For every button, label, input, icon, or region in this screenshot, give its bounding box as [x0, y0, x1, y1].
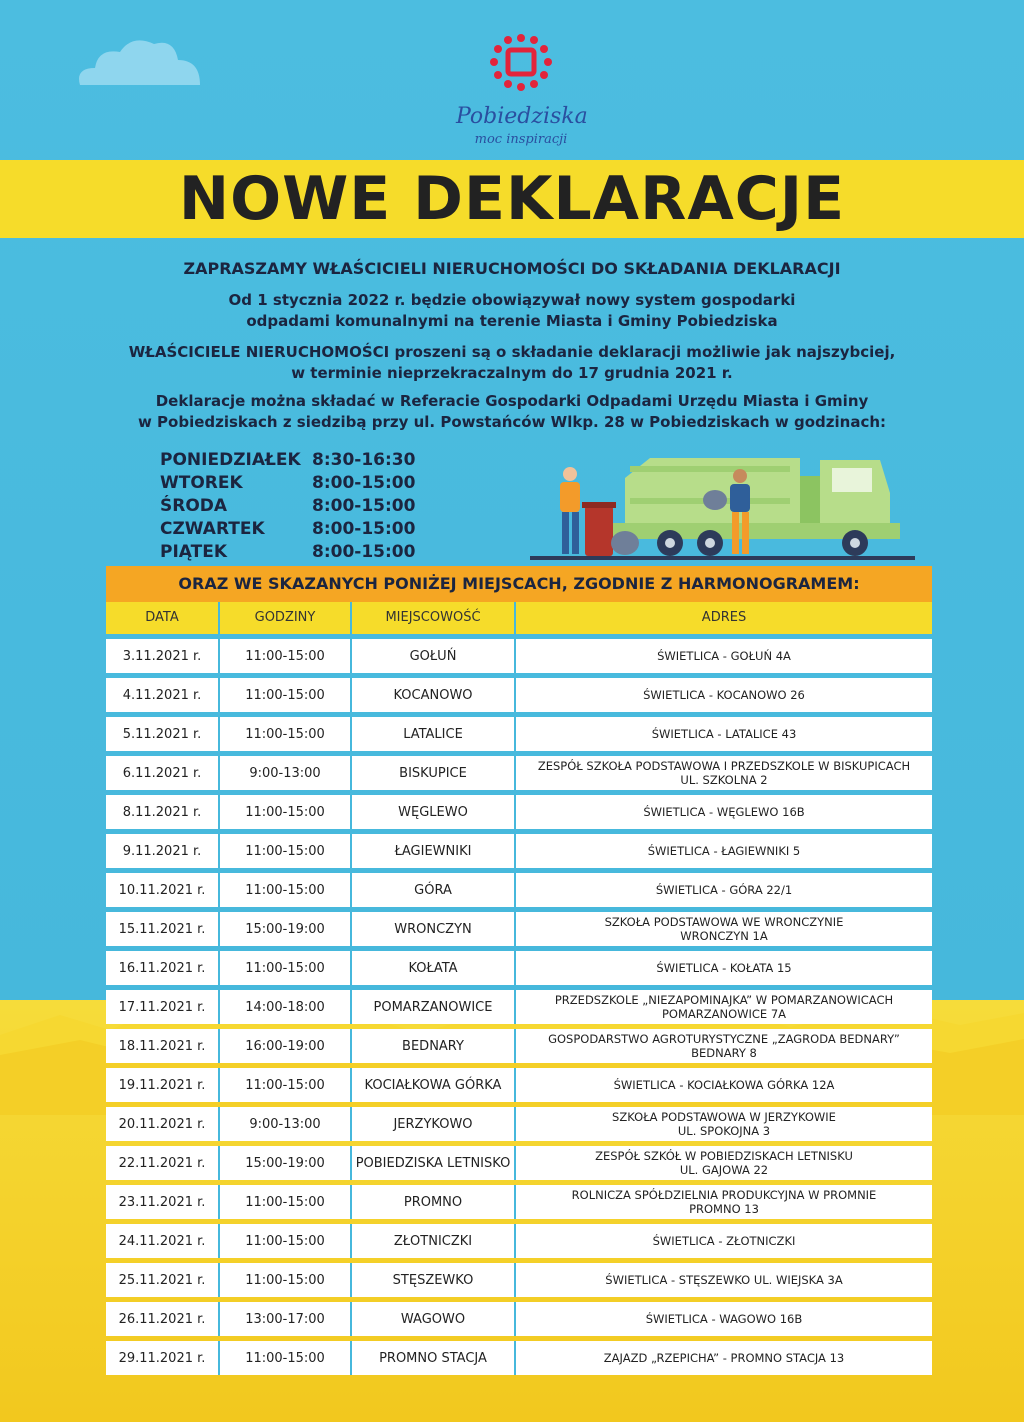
- cell-address: [516, 756, 932, 790]
- cell-locality-text: ZŁOTNICZKI: [393, 1233, 473, 1249]
- cell-date-text: 15.11.2021 r.: [118, 921, 206, 937]
- cell-locality-text: KOŁATA: [408, 960, 458, 976]
- table-row: [106, 951, 932, 985]
- cell-address: [516, 1341, 932, 1375]
- intro-line-2: odpadami komunalnymi na terenie Miasta i Gminy Pobiedziska: [246, 312, 778, 330]
- table-row: [106, 678, 932, 712]
- cell-hours-text: 9:00-13:00: [249, 765, 321, 781]
- cell-address: [516, 1224, 932, 1258]
- hours-time: 8:00-15:00: [312, 473, 416, 493]
- cell-hours-text: 11:00-15:00: [245, 804, 325, 820]
- cell-address: [516, 834, 932, 868]
- cell-address-text: ŚWIETLICA - ŁAGIEWNIKI 5: [647, 844, 801, 858]
- table-row: [106, 639, 932, 673]
- table-row: [106, 873, 932, 907]
- cell-address: [516, 1107, 932, 1141]
- cell-date-text: 25.11.2021 r.: [118, 1272, 206, 1288]
- garbage-truck-illustration: [530, 438, 920, 568]
- cell-hours: [220, 1107, 350, 1141]
- cell-locality-text: BEDNARY: [402, 1038, 464, 1054]
- cell-locality-text: STĘSZEWKO: [392, 1272, 474, 1288]
- logo-name: Pobiedziska: [456, 104, 588, 129]
- cell-locality-text: KOCANOWO: [393, 687, 473, 703]
- table-header-row: [106, 602, 932, 634]
- cell-hours: [220, 1302, 350, 1336]
- cell-locality-text: LATALICE: [403, 726, 463, 742]
- cell-address-text: ZESPÓŁ SZKOŁA PODSTAWOWA I PRZEDSZKOLE W BISKUPICACH UL. SZKOLNA 2: [537, 759, 911, 787]
- cell-locality: [352, 834, 514, 868]
- cell-address: [516, 1185, 932, 1219]
- cell-date-text: 20.11.2021 r.: [118, 1116, 206, 1132]
- cell-date-text: 26.11.2021 r.: [118, 1311, 206, 1327]
- schedule-heading-bar: [106, 566, 932, 602]
- hours-row: [160, 496, 460, 519]
- cell-address-text: GOSPODARSTWO AGROTURYSTYCZNE „ZAGRODA BEDNARY” BEDNARY 8: [548, 1032, 900, 1060]
- cell-hours: [220, 756, 350, 790]
- cell-locality: [352, 639, 514, 673]
- cell-locality: [352, 717, 514, 751]
- cell-address-text: ŚWIETLICA - GÓRA 22/1: [655, 883, 793, 897]
- cell-hours-text: 11:00-15:00: [245, 648, 325, 664]
- header-adres: ADRES: [701, 610, 747, 625]
- schedule-table: [106, 602, 932, 1375]
- cell-date: [106, 1146, 218, 1180]
- cell-hours: [220, 1146, 350, 1180]
- cell-hours-text: 9:00-13:00: [249, 1116, 321, 1132]
- cell-address-text: ŚWIETLICA - WĘGLEWO 16B: [643, 805, 805, 819]
- cell-date-text: 29.11.2021 r.: [118, 1350, 206, 1366]
- logo: [456, 32, 586, 162]
- hours-time: 8:30-16:30: [312, 450, 416, 470]
- cell-address-text: ŚWIETLICA - KOCANOWO 26: [643, 688, 805, 702]
- cell-locality-text: KOCIAŁKOWA GÓRKA: [364, 1077, 502, 1093]
- cell-locality: [352, 951, 514, 985]
- cell-locality-text: PROMNO STACJA: [379, 1350, 487, 1366]
- table-row: [106, 1029, 932, 1063]
- cell-date: [106, 951, 218, 985]
- cell-hours-text: 11:00-15:00: [245, 1077, 325, 1093]
- cell-address: [516, 717, 932, 751]
- cell-hours: [220, 1185, 350, 1219]
- cell-hours: [220, 1068, 350, 1102]
- hours-day: WTOREK: [160, 473, 243, 493]
- intro-heading: ZAPRASZAMY WŁAŚCICIELI NIERUCHOMOŚCI DO SKŁADANIA DEKLARACJI: [183, 259, 841, 278]
- cell-locality: [352, 1107, 514, 1141]
- hours-time: 8:00-15:00: [312, 496, 416, 516]
- cell-hours: [220, 678, 350, 712]
- cell-hours-text: 11:00-15:00: [245, 960, 325, 976]
- cell-date: [106, 1302, 218, 1336]
- cell-hours-text: 11:00-15:00: [245, 1272, 325, 1288]
- cell-address-text: ZESPÓŁ SZKÓŁ W POBIEDZISKACH LETNISKU UL. GAJOWA 22: [595, 1149, 853, 1177]
- cell-address: [516, 1068, 932, 1102]
- cell-locality: [352, 1341, 514, 1375]
- cell-address: [516, 639, 932, 673]
- cell-hours-text: 11:00-15:00: [245, 882, 325, 898]
- cell-date-text: 19.11.2021 r.: [118, 1077, 206, 1093]
- cell-locality-text: PROMNO: [403, 1194, 463, 1210]
- cell-hours: [220, 834, 350, 868]
- cell-address-text: ROLNICZA SPÓŁDZIELNIA PRODUKCYJNA W PROMNIE PROMNO 13: [571, 1188, 877, 1216]
- table-row: [106, 1263, 932, 1297]
- cell-locality: [352, 1302, 514, 1336]
- hours-day: PIĄTEK: [160, 542, 228, 562]
- hours-day: PONIEDZIAŁEK: [160, 450, 301, 470]
- cell-hours-text: 11:00-15:00: [245, 687, 325, 703]
- cell-address: [516, 1146, 932, 1180]
- cell-hours: [220, 1341, 350, 1375]
- cell-locality: [352, 1029, 514, 1063]
- hours-time: 8:00-15:00: [312, 519, 416, 539]
- cell-locality: [352, 1185, 514, 1219]
- cell-date-text: 6.11.2021 r.: [122, 765, 202, 781]
- cell-hours-text: 14:00-18:00: [245, 999, 325, 1015]
- intro-line-6: w Pobiedziskach z siedzibą przy ul. Powstańców Wlkp. 28 w Pobiedziskach w godzinach:: [137, 413, 887, 431]
- cell-address-text: ŚWIETLICA - ZŁOTNICZKI: [652, 1234, 796, 1248]
- schedule-heading: ORAZ WE SKAZANYCH PONIŻEJ MIEJSCACH, ZGODNIE Z HARMONOGRAMEM:: [178, 574, 860, 593]
- cell-address-text: ŚWIETLICA - LATALICE 43: [651, 727, 797, 741]
- cell-hours: [220, 1263, 350, 1297]
- table-row: [106, 912, 932, 946]
- hours-day: ŚRODA: [160, 496, 228, 516]
- hours-row: [160, 519, 460, 542]
- cloud-icon: [70, 30, 210, 90]
- cell-address-text: ŚWIETLICA - GOŁUŃ 4A: [657, 649, 791, 663]
- cell-date-text: 16.11.2021 r.: [118, 960, 206, 976]
- cell-locality: [352, 990, 514, 1024]
- cell-address-text: ŚWIETLICA - KOŁATA 15: [656, 961, 792, 975]
- cell-date: [106, 873, 218, 907]
- cell-date-text: 24.11.2021 r.: [118, 1233, 206, 1249]
- cell-date: [106, 795, 218, 829]
- logo-sun-icon: [456, 32, 586, 104]
- cell-address: [516, 1029, 932, 1063]
- cell-date: [106, 1185, 218, 1219]
- table-row: [106, 1341, 932, 1375]
- cell-date-text: 10.11.2021 r.: [118, 882, 206, 898]
- cell-address-text: ZAJAZD „RZEPICHA” - PROMNO STACJA 13: [603, 1351, 845, 1365]
- cell-locality: [352, 678, 514, 712]
- cell-date: [106, 834, 218, 868]
- cell-address-text: SZKOŁA PODSTAWOWA WE WRONCZYNIE WRONCZYN 1A: [604, 915, 844, 943]
- cell-locality-text: POMARZANOWICE: [373, 999, 493, 1015]
- intro-line-4: w terminie nieprzekraczalnym do 17 grudnia 2021 r.: [291, 364, 733, 382]
- cell-date-text: 3.11.2021 r.: [122, 648, 202, 664]
- cell-date: [106, 756, 218, 790]
- cell-hours: [220, 1029, 350, 1063]
- cell-hours-text: 15:00-19:00: [245, 921, 325, 937]
- cell-locality-text: GOŁUŃ: [409, 648, 457, 664]
- cell-locality: [352, 1224, 514, 1258]
- cell-address: [516, 951, 932, 985]
- cell-address: [516, 678, 932, 712]
- cell-locality-text: JERZYKOWO: [393, 1116, 473, 1132]
- cell-locality-text: BISKUPICE: [399, 765, 467, 781]
- cell-address: [516, 1263, 932, 1297]
- cell-hours: [220, 717, 350, 751]
- table-row: [106, 795, 932, 829]
- cell-locality: [352, 873, 514, 907]
- cell-locality: [352, 756, 514, 790]
- cell-locality-text: WAGOWO: [400, 1311, 466, 1327]
- cell-date: [106, 1107, 218, 1141]
- intro-line-1: Od 1 stycznia 2022 r. będzie obowiązywał nowy system gospodarki: [228, 291, 796, 309]
- cell-locality-text: ŁAGIEWNIKI: [394, 843, 472, 859]
- cell-date: [106, 678, 218, 712]
- header-data: DATA: [145, 610, 179, 625]
- title-banner: [0, 160, 1024, 238]
- cell-hours-text: 11:00-15:00: [245, 1194, 325, 1210]
- hours-row: [160, 542, 460, 565]
- cell-date-text: 18.11.2021 r.: [118, 1038, 206, 1054]
- table-row: [106, 1185, 932, 1219]
- header-godziny: GODZINY: [254, 610, 316, 625]
- cell-locality: [352, 912, 514, 946]
- cell-address-text: SZKOŁA PODSTAWOWA W JERZYKOWIE UL. SPOKOJNA 3: [612, 1110, 836, 1138]
- cell-address: [516, 795, 932, 829]
- cell-date: [106, 990, 218, 1024]
- cell-date-text: 8.11.2021 r.: [122, 804, 202, 820]
- cell-locality-text: WRONCZYN: [394, 921, 472, 937]
- header-miejscowosc: MIEJSCOWOŚĆ: [385, 610, 481, 625]
- cell-hours: [220, 951, 350, 985]
- cell-locality-text: POBIEDZISKA LETNISKO: [355, 1155, 511, 1171]
- intro-line-5: Deklaracje można składać w Referacie Gospodarki Odpadami Urzędu Miasta i Gminy: [155, 392, 869, 410]
- cell-hours-text: 11:00-15:00: [245, 1350, 325, 1366]
- cell-locality: [352, 1146, 514, 1180]
- cell-date: [106, 717, 218, 751]
- cell-date-text: 17.11.2021 r.: [118, 999, 206, 1015]
- table-row: [106, 990, 932, 1024]
- cell-hours: [220, 912, 350, 946]
- table-row: [106, 1302, 932, 1336]
- cell-hours: [220, 795, 350, 829]
- table-row: [106, 1107, 932, 1141]
- cell-address: [516, 912, 932, 946]
- cell-date-text: 5.11.2021 r.: [122, 726, 202, 742]
- table-row: [106, 1068, 932, 1102]
- cell-date: [106, 639, 218, 673]
- cell-hours: [220, 1224, 350, 1258]
- logo-tagline: moc inspiracji: [474, 132, 568, 147]
- intro-line-3: WŁAŚCICIELE NIERUCHOMOŚCI proszeni są o składanie deklaracji możliwie jak najszybciej,: [128, 343, 896, 361]
- table-row: [106, 1224, 932, 1258]
- office-hours: [160, 450, 460, 565]
- cell-locality: [352, 795, 514, 829]
- cell-locality-text: GÓRA: [414, 882, 452, 898]
- hours-row: [160, 450, 460, 473]
- table-row: [106, 756, 932, 790]
- hours-row: [160, 473, 460, 496]
- cell-date: [106, 912, 218, 946]
- page-title: NOWE DEKLARACJE: [178, 164, 846, 234]
- cell-date: [106, 1341, 218, 1375]
- cell-date: [106, 1263, 218, 1297]
- cell-locality-text: WĘGLEWO: [398, 804, 468, 820]
- cell-hours-text: 11:00-15:00: [245, 843, 325, 859]
- cell-address-text: ŚWIETLICA - WAGOWO 16B: [645, 1312, 803, 1326]
- cell-date-text: 23.11.2021 r.: [118, 1194, 206, 1210]
- table-row: [106, 834, 932, 868]
- cell-hours: [220, 990, 350, 1024]
- cell-date-text: 4.11.2021 r.: [122, 687, 202, 703]
- cell-hours-text: 13:00-17:00: [245, 1311, 325, 1327]
- cell-address-text: PRZEDSZKOLE „NIEZAPOMINAJKA” W POMARZANOWICACH POMARZANOWICE 7A: [554, 993, 894, 1021]
- hours-day: CZWARTEK: [160, 519, 265, 539]
- cell-address: [516, 873, 932, 907]
- cell-hours: [220, 639, 350, 673]
- cell-locality: [352, 1263, 514, 1297]
- cell-address-text: ŚWIETLICA - STĘSZEWKO UL. WIEJSKA 3A: [605, 1273, 843, 1287]
- table-row: [106, 1146, 932, 1180]
- cell-hours: [220, 873, 350, 907]
- cell-address: [516, 1302, 932, 1336]
- cell-locality: [352, 1068, 514, 1102]
- cell-date: [106, 1029, 218, 1063]
- cell-date-text: 9.11.2021 r.: [122, 843, 202, 859]
- cell-address-text: ŚWIETLICA - KOCIAŁKOWA GÓRKA 12A: [613, 1078, 835, 1092]
- cell-date-text: 22.11.2021 r.: [118, 1155, 206, 1171]
- cell-hours-text: 11:00-15:00: [245, 1233, 325, 1249]
- table-row: [106, 717, 932, 751]
- cell-hours-text: 16:00-19:00: [245, 1038, 325, 1054]
- hours-time: 8:00-15:00: [312, 542, 416, 562]
- cell-hours-text: 15:00-19:00: [245, 1155, 325, 1171]
- cell-date: [106, 1224, 218, 1258]
- cell-date: [106, 1068, 218, 1102]
- cell-hours-text: 11:00-15:00: [245, 726, 325, 742]
- cell-address: [516, 990, 932, 1024]
